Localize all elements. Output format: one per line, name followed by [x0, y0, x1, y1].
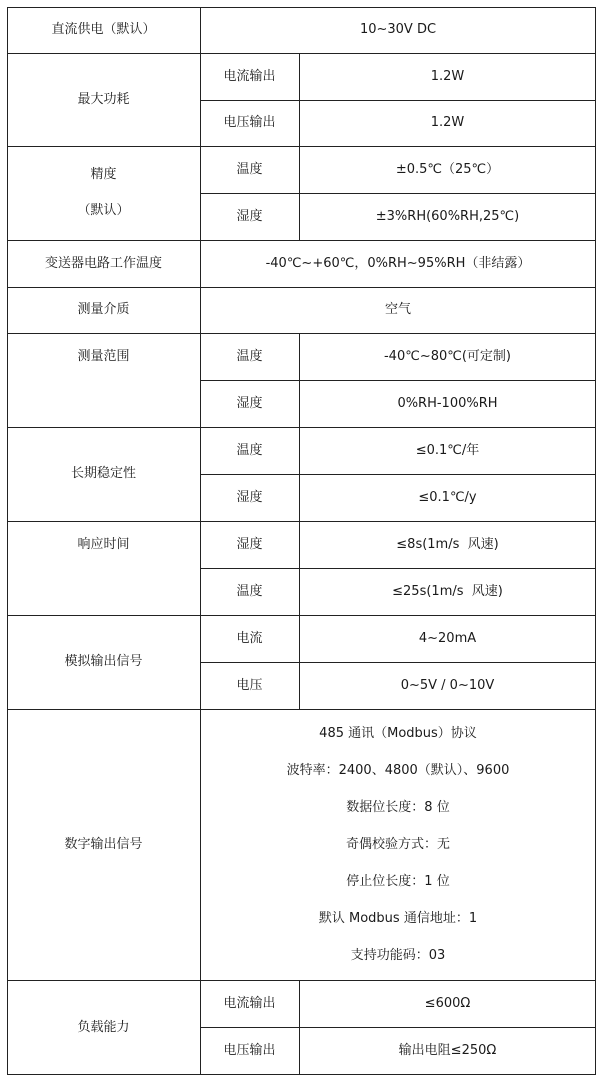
label-accuracy	[7, 146, 200, 240]
value-range-temperature: -40℃~80℃(可定制)	[383, 348, 511, 364]
value-power-supply: 10~30V DC	[359, 22, 437, 38]
value-range-humidity: 0%RH-100%RH	[397, 395, 498, 411]
label-max-power: 最大功耗	[77, 91, 130, 107]
digital-address-line: 默认 Modbus 通信地址：1	[318, 911, 478, 926]
value-response-humidity: ≤8s(1m/s 风速)	[396, 536, 499, 552]
digital-protocol-line: 485 通讯（Modbus）协议	[319, 726, 477, 741]
label-circuit-temperature: 变送器电路工作温度	[44, 255, 162, 271]
value-circuit-temperature: -40℃~+60℃，0%RH~95%RH（非结露）	[265, 255, 531, 271]
sub-label-temperature: 温度	[236, 583, 263, 599]
sub-label-current-output: 电流输出	[223, 995, 276, 1011]
sub-label-current-output: 电流输出	[223, 68, 276, 84]
value-accuracy-humidity: ±3%RH(60%RH,25℃)	[375, 208, 520, 224]
value-response-temperature: ≤25s(1m/s 风速)	[392, 583, 503, 599]
value-max-power-current: 1.2W	[430, 68, 465, 84]
digital-parity-line: 奇偶校验方式：无	[345, 837, 450, 852]
sub-label-voltage-output: 电压输出	[223, 115, 276, 131]
digital-function-code-line: 支持功能码：03	[350, 948, 446, 963]
label-accuracy-line2: （默认）	[77, 203, 130, 218]
sub-label-temperature: 温度	[236, 442, 263, 458]
digital-output-details	[200, 709, 596, 980]
value-max-power-voltage: 1.2W	[430, 115, 465, 131]
sub-label-humidity: 湿度	[236, 536, 263, 552]
digital-baud-rate-line: 波特率：2400、4800（默认）、9600	[286, 763, 510, 778]
value-analog-voltage: 0~5V / 0~10V	[400, 677, 495, 693]
digital-stop-bits-line: 停止位长度：1 位	[346, 874, 450, 889]
sub-label-humidity: 湿度	[236, 208, 263, 224]
label-measure-medium: 测量介质	[77, 302, 130, 318]
value-stability-temperature: ≤0.1℃/年	[415, 442, 480, 458]
value-analog-current: 4~20mA	[418, 630, 477, 646]
label-power-supply: 直流供电（默认）	[51, 22, 156, 38]
label-load-capacity: 负载能力	[77, 1019, 130, 1035]
value-accuracy-temperature: ±0.5℃（25℃）	[395, 161, 500, 177]
label-measure-range: 测量范围	[77, 348, 130, 364]
label-long-term-stability: 长期稳定性	[70, 466, 136, 482]
sub-label-humidity: 湿度	[236, 395, 263, 411]
label-response-time: 响应时间	[77, 536, 130, 552]
sub-label-voltage: 电压	[236, 677, 263, 693]
sub-label-humidity: 湿度	[236, 489, 263, 505]
value-load-current: ≤600Ω	[424, 995, 471, 1011]
spec-table	[7, 7, 596, 1075]
digital-data-bits-line: 数据位长度：8 位	[346, 800, 450, 815]
value-stability-humidity: ≤0.1℃/y	[418, 489, 477, 505]
sub-label-current: 电流	[236, 630, 263, 646]
value-measure-medium: 空气	[384, 302, 411, 318]
label-analog-output: 模拟输出信号	[64, 654, 143, 670]
sub-label-temperature: 温度	[236, 161, 263, 177]
value-load-voltage: 输出电阻≤250Ω	[398, 1043, 497, 1059]
sub-label-voltage-output: 电压输出	[223, 1043, 276, 1059]
label-digital-output: 数字输出信号	[64, 836, 143, 852]
label-accuracy-line1: 精度	[90, 167, 117, 183]
sub-label-temperature: 温度	[236, 348, 263, 364]
